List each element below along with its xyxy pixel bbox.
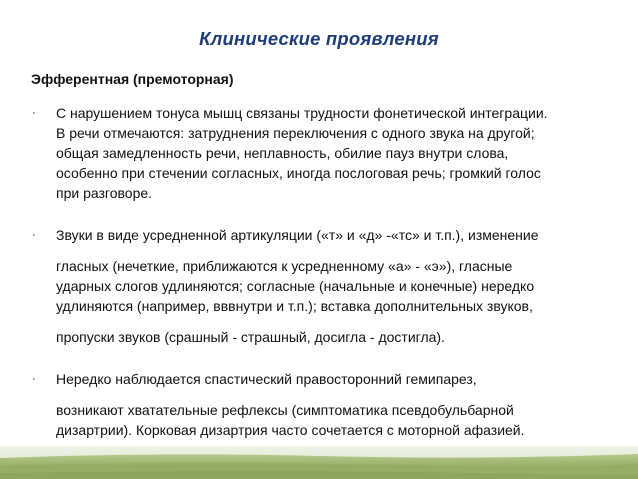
bullet-item — [31, 103, 621, 203]
bullet-line: при разговоре. — [56, 185, 153, 201]
bullet-line: гласных (нечеткие, приближаются к усредненному «а» - «э»), гласные — [56, 258, 513, 274]
slide-title: Клинические проявления — [199, 28, 439, 49]
footer-grass-band — [0, 446, 638, 479]
bullet-line: возникают хватательные рефлексы (симптоматика псевдобульбарной — [56, 402, 514, 418]
bullet-line: общая замедленность речи, неплавность, обилие пауз внутри слова, — [56, 145, 509, 161]
bullet-line: дизартрии). Корковая дизартрия часто сочетается с моторной афазией. — [56, 422, 525, 438]
bullet-dot-icon: · — [32, 229, 36, 241]
bullet-dot-icon: · — [32, 373, 36, 385]
bullet-line: С нарушением тонуса мышц связаны трудности фонетической интеграции. — [56, 105, 548, 121]
bullet-line: ударных слогов удлиняются; согласные (начальные и конечные) нередко — [56, 278, 535, 294]
bullet-line: пропуски звуков (срашный - страшный, досигла - достигла). — [56, 329, 445, 345]
bullet-dot-icon: · — [32, 107, 36, 119]
bullet-item — [31, 225, 621, 347]
bullet-line: удлиняются (например, вввнутри и т.п.); вставка дополнительных звуков, — [56, 298, 533, 314]
bullet-line: В речи отмечаются: затруднения переключения с одного звука на другой; — [56, 125, 535, 141]
bullet-line: особенно при стечении согласных, иногда послоговая речь; громкий голос — [56, 165, 541, 181]
grass-field-icon — [0, 446, 638, 479]
bullet-item — [31, 369, 621, 440]
bullet-line: Нередко наблюдается спастический правосторонний гемипарез, — [56, 371, 477, 387]
bullet-list — [31, 103, 621, 440]
section-subtitle: Эфферентная (премоторная) — [31, 71, 234, 87]
bullet-line: Звуки в виде усредненной артикуляции («т» и «д» -«тс» и т.п.), изменение — [56, 227, 539, 243]
